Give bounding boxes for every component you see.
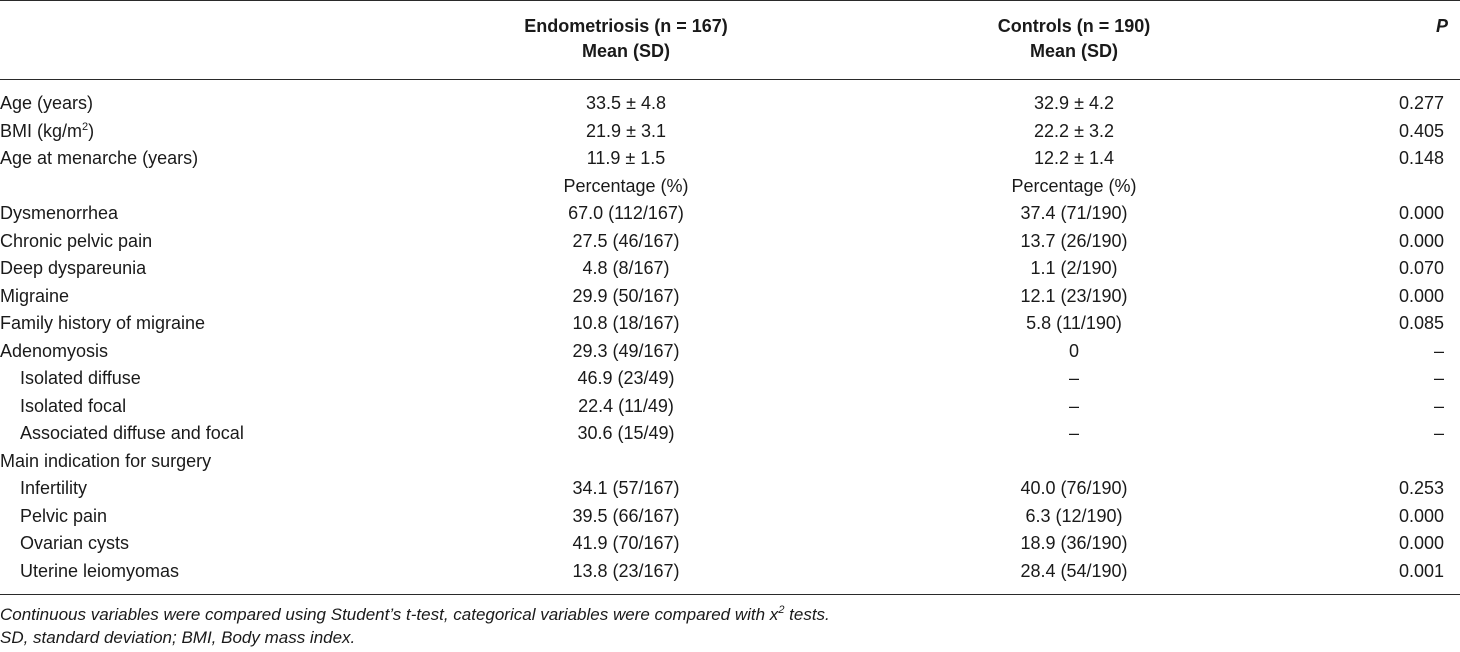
cell-endometriosis: 67.0 (112/167) — [568, 203, 684, 223]
row-label-text: Ovarian cysts — [20, 533, 130, 553]
cell-controls: – — [1068, 423, 1079, 443]
cell-controls: 22.2 ± 3.2 — [1034, 120, 1114, 141]
table-row — [0, 448, 1460, 476]
cell-endometriosis: 39.5 (66/167) — [572, 505, 680, 526]
cell-controls: 18.9 (36/190) — [1020, 533, 1128, 553]
cell-endometriosis: 41.9 (70/167) — [572, 533, 680, 553]
cell-controls: 28.4 (54/190) — [1020, 560, 1128, 581]
row-label — [0, 118, 94, 146]
table-row — [0, 365, 1460, 393]
table-footnotes — [0, 603, 830, 649]
cell-endometriosis: 4.8 (8/167) — [582, 258, 670, 278]
cell-controls: 5.8 (11/190) — [1026, 313, 1122, 333]
cell-p-value: 0.000 — [1398, 285, 1444, 306]
row-label — [20, 530, 129, 558]
cell-endometriosis: 10.8 (18/167) — [572, 313, 680, 333]
cell-controls: – — [1068, 395, 1079, 416]
row-label — [0, 448, 211, 476]
row-label-text: BMI (kg/m — [0, 120, 83, 141]
header-controls-subtitle: Mean (SD) — [1029, 41, 1118, 61]
cell-p-value: 0.085 — [1398, 313, 1444, 333]
cell-p-value: 0.000 — [1398, 203, 1444, 223]
cell-controls: – — [1068, 368, 1079, 388]
row-label-text: Age (years) — [0, 93, 94, 113]
row-label-text: Deep dyspareunia — [0, 258, 147, 278]
cell-endometriosis: 34.1 (57/167) — [572, 478, 680, 498]
cell-endometriosis: Percentage (%) — [563, 175, 689, 196]
cell-controls: 1.1 (2/190) — [1030, 258, 1118, 278]
footnote-tests-superscript: 2 — [778, 604, 785, 616]
row-label-text: Pelvic pain — [20, 505, 108, 526]
table-row — [0, 200, 1460, 228]
column-header-endometriosis — [500, 14, 752, 64]
row-label-superscript: 2 — [82, 120, 89, 133]
cell-controls: 12.2 ± 1.4 — [1034, 148, 1114, 168]
row-label — [0, 338, 108, 366]
cell-p-value: – — [1433, 395, 1444, 416]
row-label-text: Family history of migraine — [0, 313, 206, 333]
row-label — [0, 145, 198, 173]
row-label — [20, 393, 126, 421]
column-header-controls — [950, 14, 1198, 64]
cell-endometriosis: 30.6 (15/49) — [577, 423, 675, 443]
cell-controls: 6.3 (12/190) — [1025, 505, 1123, 526]
row-label-text: Migraine — [0, 285, 70, 306]
row-label-text: Uterine leiomyomas — [20, 560, 180, 581]
cell-endometriosis: 13.8 (23/167) — [572, 560, 680, 581]
table-top-rule — [0, 0, 1460, 1]
table-row — [0, 558, 1460, 586]
row-label — [20, 558, 179, 586]
cell-endometriosis: 33.5 ± 4.8 — [586, 93, 666, 113]
row-label-text: Infertility — [20, 478, 88, 498]
cell-p-value: 0.070 — [1398, 258, 1444, 278]
cell-p-value: – — [1433, 423, 1444, 443]
cell-p-value: 0.148 — [1398, 148, 1444, 168]
row-label-text: Associated diffuse and focal — [20, 423, 244, 443]
row-label — [0, 310, 205, 338]
table-row — [0, 530, 1460, 558]
row-label — [0, 90, 93, 118]
cell-controls: Percentage (%) — [1011, 175, 1137, 196]
cell-endometriosis: 29.9 (50/167) — [572, 285, 680, 306]
row-label — [0, 283, 69, 311]
header-endometriosis-title: Endometriosis (n = 167) — [524, 16, 728, 36]
table-row — [0, 145, 1460, 173]
table-row — [0, 228, 1460, 256]
header-endometriosis-subtitle: Mean (SD) — [581, 41, 670, 61]
cell-p-value: 0.405 — [1398, 120, 1444, 141]
cell-p-value: 0.001 — [1398, 560, 1444, 581]
table-row — [0, 118, 1460, 146]
table-row — [0, 393, 1460, 421]
cell-endometriosis: 29.3 (49/167) — [572, 340, 680, 361]
table-row — [0, 338, 1460, 366]
row-label — [0, 228, 152, 256]
cell-p-value: – — [1433, 340, 1444, 361]
table-bottom-rule — [0, 594, 1460, 595]
cell-p-value: 0.253 — [1398, 478, 1444, 498]
row-label-text: Main indication for surgery — [0, 450, 212, 471]
cell-endometriosis: 11.9 ± 1.5 — [586, 148, 666, 168]
table-row — [0, 475, 1460, 503]
row-label-text: Adenomyosis — [0, 340, 109, 361]
table-row — [0, 255, 1460, 283]
row-label — [0, 200, 118, 228]
row-label-text: Isolated focal — [20, 395, 127, 416]
row-label — [0, 255, 146, 283]
cell-controls: 12.1 (23/190) — [1020, 285, 1128, 306]
footnote-tests-text: Continuous variables were compared using Student’s t-test, categorical variables were compared with x — [0, 605, 779, 624]
table-row — [0, 420, 1460, 448]
row-label — [20, 420, 244, 448]
cell-p-value: – — [1433, 368, 1444, 388]
cell-p-value: 0.000 — [1398, 533, 1444, 553]
table-header-rule — [0, 79, 1460, 80]
cell-controls: 32.9 ± 4.2 — [1034, 93, 1114, 113]
cell-endometriosis: 27.5 (46/167) — [572, 230, 680, 251]
cell-p-value: 0.277 — [1398, 93, 1444, 113]
cell-endometriosis: 22.4 (11/49) — [578, 395, 674, 416]
cell-p-value: 0.000 — [1398, 230, 1444, 251]
footnote-tests — [0, 603, 830, 626]
cell-controls: 13.7 (26/190) — [1020, 230, 1128, 251]
cell-endometriosis: 46.9 (23/49) — [577, 368, 675, 388]
cell-p-value: 0.000 — [1398, 505, 1444, 526]
table-row — [0, 173, 1460, 201]
cell-controls: 37.4 (71/190) — [1020, 203, 1128, 223]
row-label-suffix: ) — [88, 120, 95, 141]
table-row — [0, 310, 1460, 338]
cell-endometriosis: 21.9 ± 3.1 — [586, 120, 666, 141]
column-header-p-value — [1400, 14, 1448, 39]
footnote-tests-suffix: tests. — [784, 605, 830, 624]
row-label-text: Dysmenorrhea — [0, 203, 119, 223]
row-label-text: Isolated diffuse — [20, 368, 141, 388]
cell-controls: 40.0 (76/190) — [1020, 478, 1128, 498]
row-label-text: Chronic pelvic pain — [0, 230, 153, 251]
header-controls-title: Controls (n = 190) — [997, 16, 1151, 36]
row-label-text: Age at menarche (years) — [0, 148, 199, 168]
row-label — [20, 475, 87, 503]
table-row — [0, 503, 1460, 531]
cell-controls: 0 — [1068, 340, 1079, 361]
header-p-label: P — [1435, 16, 1448, 36]
table-body — [0, 90, 1460, 585]
row-label — [20, 503, 107, 531]
table-row — [0, 283, 1460, 311]
table-row — [0, 90, 1460, 118]
footnote-abbreviations: SD, standard deviation; BMI, Body mass index. — [0, 628, 356, 647]
row-label — [20, 365, 141, 393]
